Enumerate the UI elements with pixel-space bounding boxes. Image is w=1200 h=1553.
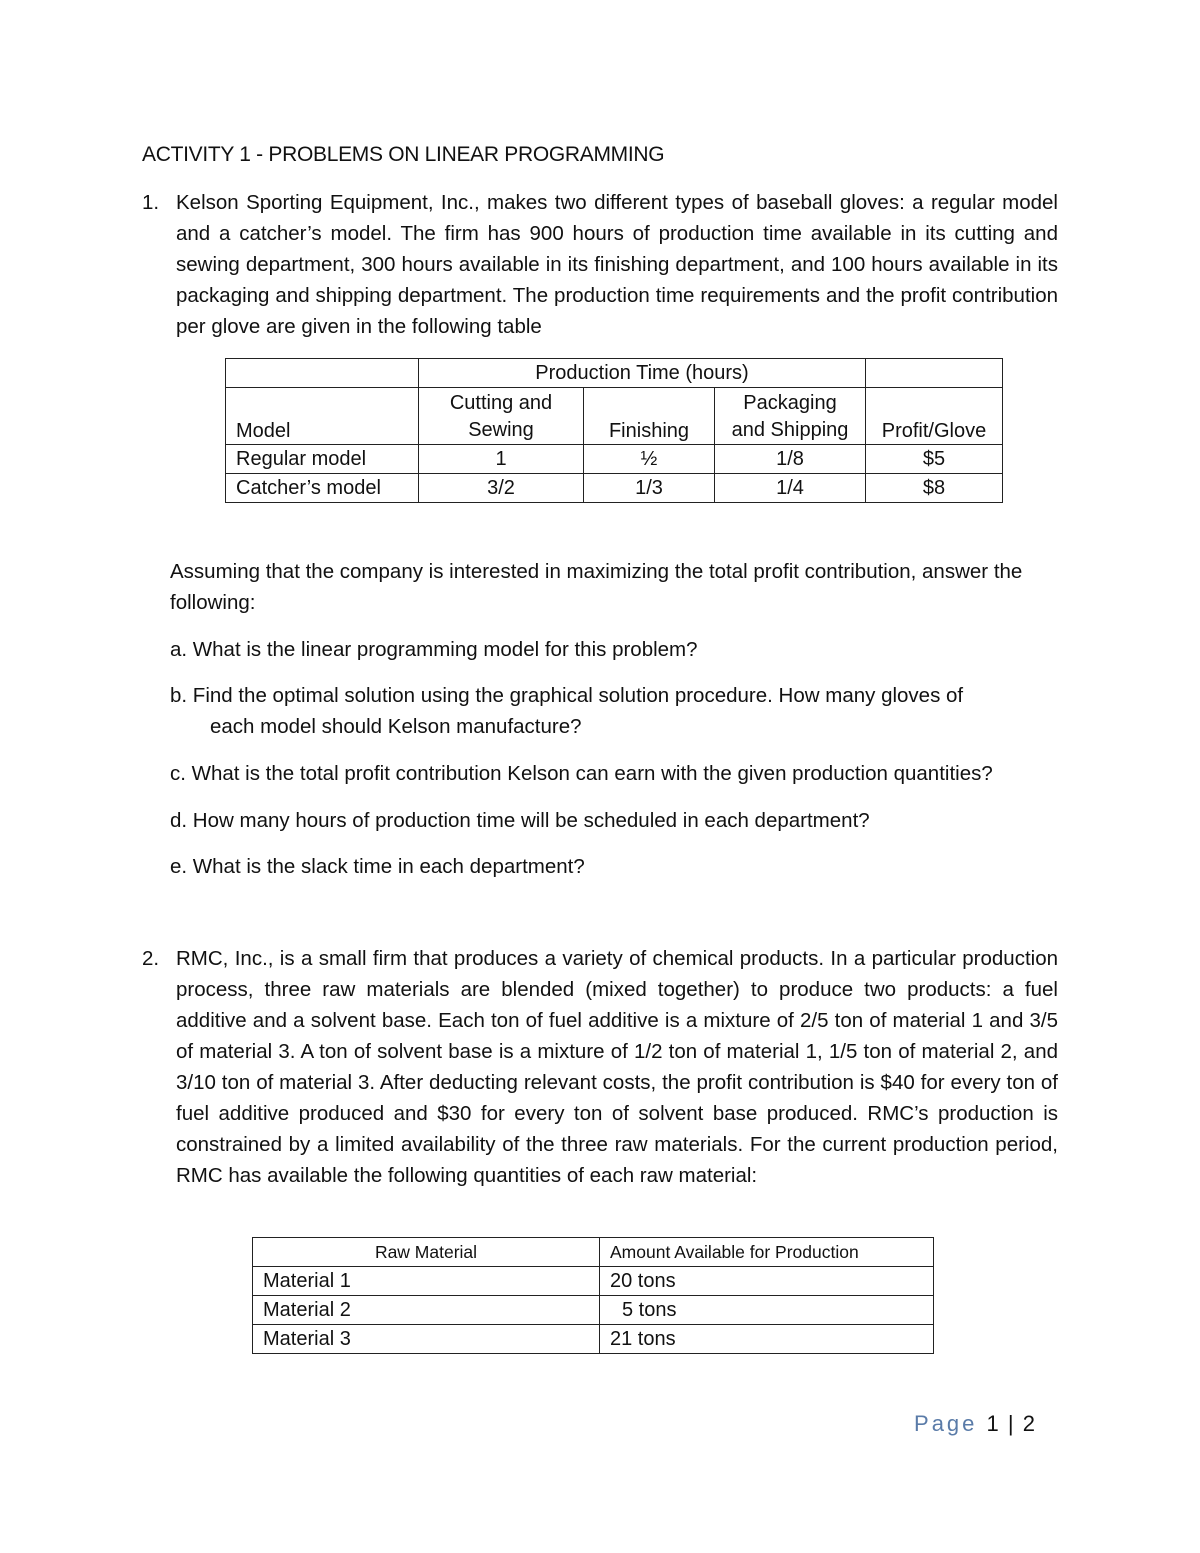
- table-row: [226, 474, 1003, 503]
- header-empty-cell: [226, 359, 419, 388]
- cell-finishing: 1/3: [584, 474, 715, 503]
- cell-amount: 21 tons: [600, 1325, 934, 1354]
- header-cutting-line1: Cutting and: [449, 392, 553, 414]
- activity-title: ACTIVITY 1 - PROBLEMS ON LINEAR PROGRAMMING: [142, 143, 665, 166]
- header-model: Model: [226, 388, 419, 445]
- header-packaging-shipping: [715, 388, 866, 445]
- header-packaging-line1: Packaging: [743, 392, 837, 414]
- raw-material-table: [252, 1237, 934, 1354]
- cell-profit: $8: [866, 474, 1003, 503]
- table-row: [253, 1296, 934, 1325]
- cell-cutting: 1: [419, 445, 584, 474]
- problem-2-number: 2.: [142, 947, 160, 970]
- header-empty-cell-right: [866, 359, 1003, 388]
- page-current: 1: [986, 1411, 999, 1436]
- cell-packaging: 1/8: [715, 445, 866, 474]
- cell-material: Material 2: [253, 1296, 600, 1325]
- problem-1: [142, 187, 1058, 342]
- header-raw-material: Raw Material: [253, 1238, 600, 1267]
- page-footer: [914, 1411, 1035, 1437]
- problem-2: [142, 943, 1058, 1191]
- problem-1-number: 1.: [142, 191, 160, 214]
- table-row: [253, 1267, 934, 1296]
- page-total: 2: [1022, 1411, 1035, 1436]
- question-b: [170, 680, 963, 742]
- question-d: d. How many hours of production time will be scheduled in each department?: [170, 809, 870, 832]
- page-label: Page: [914, 1411, 978, 1436]
- cell-model: Catcher’s model: [226, 474, 419, 503]
- table-row: [226, 445, 1003, 474]
- header-cutting-line2: Sewing: [468, 419, 534, 441]
- cell-packaging: 1/4: [715, 474, 866, 503]
- problem-1-text: Kelson Sporting Equipment, Inc., makes two different types of baseball gloves: a regular model and a catcher’s model. The firm has 900 hours of production time available in its cutting and sewing department, 300 hours available in its finishing department, and 100 hours available in its packaging and shipping department. The production time requirements and the profit contribution per glove are given in the following table: [176, 191, 1058, 338]
- table-header-row-1: [226, 359, 1003, 388]
- header-amount-available: Amount Available for Production: [600, 1238, 934, 1267]
- cell-material: Material 1: [253, 1267, 600, 1296]
- problem-1-intro: Assuming that the company is interested in maximizing the total profit contribution, answer the following:: [170, 560, 1023, 614]
- cell-amount: 20 tons: [600, 1267, 934, 1296]
- header-production-time: Production Time (hours): [419, 359, 866, 388]
- cell-amount: 5 tons: [600, 1296, 934, 1325]
- question-b-line1: b. Find the optimal solution using the graphical solution procedure. How many gloves of: [170, 684, 964, 707]
- table-row: [253, 1325, 934, 1354]
- header-cutting-sewing: [419, 388, 584, 445]
- question-e: e. What is the slack time in each department?: [170, 855, 585, 878]
- table-header-row-2: [226, 388, 1003, 445]
- question-b-line2: each model should Kelson manufacture?: [210, 715, 582, 738]
- problem-2-text: RMC, Inc., is a small firm that produces a variety of chemical products. In a particular production process, three raw materials are blended (mixed together) to produce two products: a fuel additive and a solvent base. Each ton of fuel additive is a mixture of 2/5 ton of material 1 and 3/5 of material 3. A ton of solvent base is a mixture of 1/2 ton of material 1, 1/5 ton of material 2, and 3/10 ton of material 3. After deducting relevant costs, the profit contribution is $40 for every ton of fuel additive produced and $30 for every ton of solvent base produced. RMC’s production is constrained by a limited availability of the three raw materials. For the current production period, RMC has available the following quantities of each raw material:: [176, 947, 1058, 1187]
- header-packaging-line2: and Shipping: [731, 419, 849, 441]
- question-c: c. What is the total profit contribution Kelson can earn with the given production quantities?: [170, 762, 993, 785]
- header-profit-glove: Profit/Glove: [866, 388, 1003, 445]
- table-header-row: [253, 1238, 934, 1267]
- cell-cutting: 3/2: [419, 474, 584, 503]
- production-time-table: [225, 358, 1003, 503]
- page-separator: |: [1007, 1411, 1014, 1436]
- cell-finishing: ½: [584, 445, 715, 474]
- cell-profit: $5: [866, 445, 1003, 474]
- cell-material: Material 3: [253, 1325, 600, 1354]
- question-a: a. What is the linear programming model for this problem?: [170, 638, 698, 661]
- header-finishing: Finishing: [584, 388, 715, 445]
- cell-model: Regular model: [226, 445, 419, 474]
